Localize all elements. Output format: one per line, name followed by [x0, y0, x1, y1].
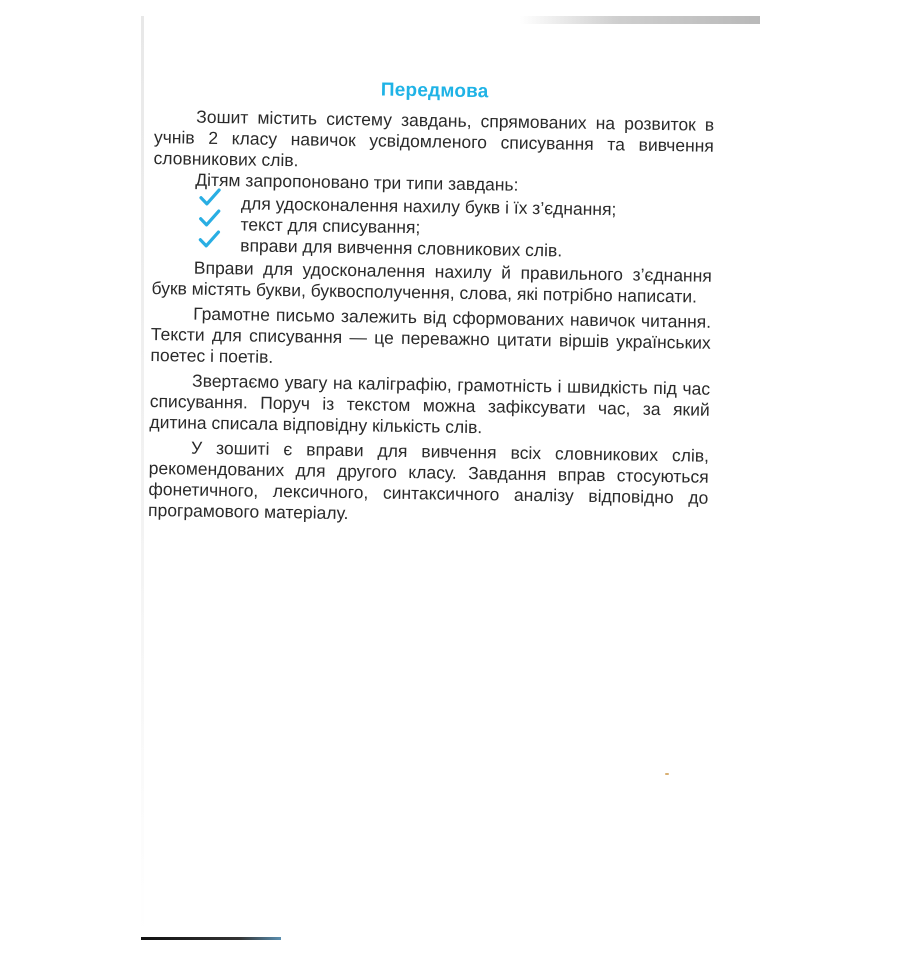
page-title: Передмова — [380, 79, 489, 103]
task-type-label: текст для списування; — [240, 214, 421, 238]
body-paragraph: У зошиті є вправи для вивчення всіх словникових слів, рекомендованих для другого класу. Завдання вправ стосуються фонетичного, лексичного, синтаксичного аналізу відповідно до програмового матеріалу. — [147, 437, 710, 524]
body-paragraph: Грамотне письмо залежить від сформованих навичок читання. Тексти для списування — це переважно цитати віршів українських поетес і поетів. — [150, 303, 712, 367]
checkmark-icon — [198, 208, 220, 230]
scan-edge-bottom — [141, 937, 281, 940]
body-paragraph: Вправи для удосконалення нахилу й правильного з’єднання букв містять букви, буквосполучення, слова, які потрібно написати. — [151, 257, 712, 307]
scan-speck — [665, 773, 669, 775]
task-types-lead: Дітям запропоновано три типи завдань: — [195, 169, 519, 195]
intro-paragraph: Зошит містить систему завдань, спрямованих на розвиток в учнів 2 класу навичок усвідомленого списування та вивчення словникових слів. — [153, 106, 715, 171]
checkmark-icon — [198, 229, 220, 251]
document-page — [148, 70, 715, 530]
checkmark-icon — [199, 187, 221, 209]
task-type-label: вправи для вивчення словникових слів. — [240, 235, 563, 261]
task-types-list — [152, 192, 713, 264]
task-type-label: для удосконалення нахилу букв і їх з’єднання; — [240, 193, 617, 220]
body-paragraph: Звертаємо увагу на каліграфію, грамотність і швидкість під час списування. Поруч із текстом можна зафіксувати час, за який дитина списала відповідну кількість слів. — [149, 370, 711, 438]
scan-edge-top — [520, 16, 760, 24]
scan-edge-left — [141, 16, 144, 936]
